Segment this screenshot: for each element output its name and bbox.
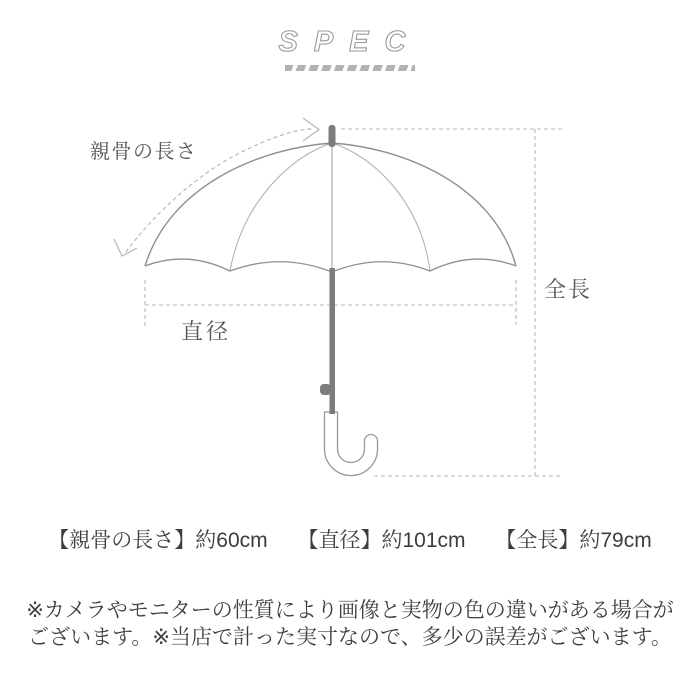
rib-length-arrow [114, 118, 319, 256]
rib-length-label: 親骨の長さ [90, 141, 198, 163]
disclaimer-line-1: ※カメラやモニターの性質により画像と実物の色の違いがある場合が [26, 599, 674, 622]
spec-value-rib-length: 【親骨の長さ】約60cm [48, 529, 268, 552]
canopy-left-rib [230, 143, 332, 271]
disclaimer [0, 597, 700, 651]
spec-title: SPEC [278, 26, 422, 58]
total-length-dimension-line [341, 129, 565, 476]
umbrella-canopy [145, 143, 516, 272]
umbrella-handle [325, 412, 378, 475]
arrow-head-down-icon [114, 239, 137, 256]
total-length-label: 全長 [544, 277, 593, 302]
spec-value-diameter: 【直径】約101cm [297, 529, 466, 552]
umbrella-shaft [330, 268, 336, 414]
spec-values-line [0, 524, 700, 554]
canopy-right-outline [332, 143, 516, 266]
spec-value-total-length: 【全長】約79cm [495, 529, 652, 552]
disclaimer-line-2: ございます。※当店で計った実寸なので、多少の誤差がございます。 [28, 626, 672, 649]
umbrella-ferrule [329, 125, 336, 147]
diameter-label: 直径 [181, 319, 232, 344]
shaft-knob [320, 384, 331, 395]
